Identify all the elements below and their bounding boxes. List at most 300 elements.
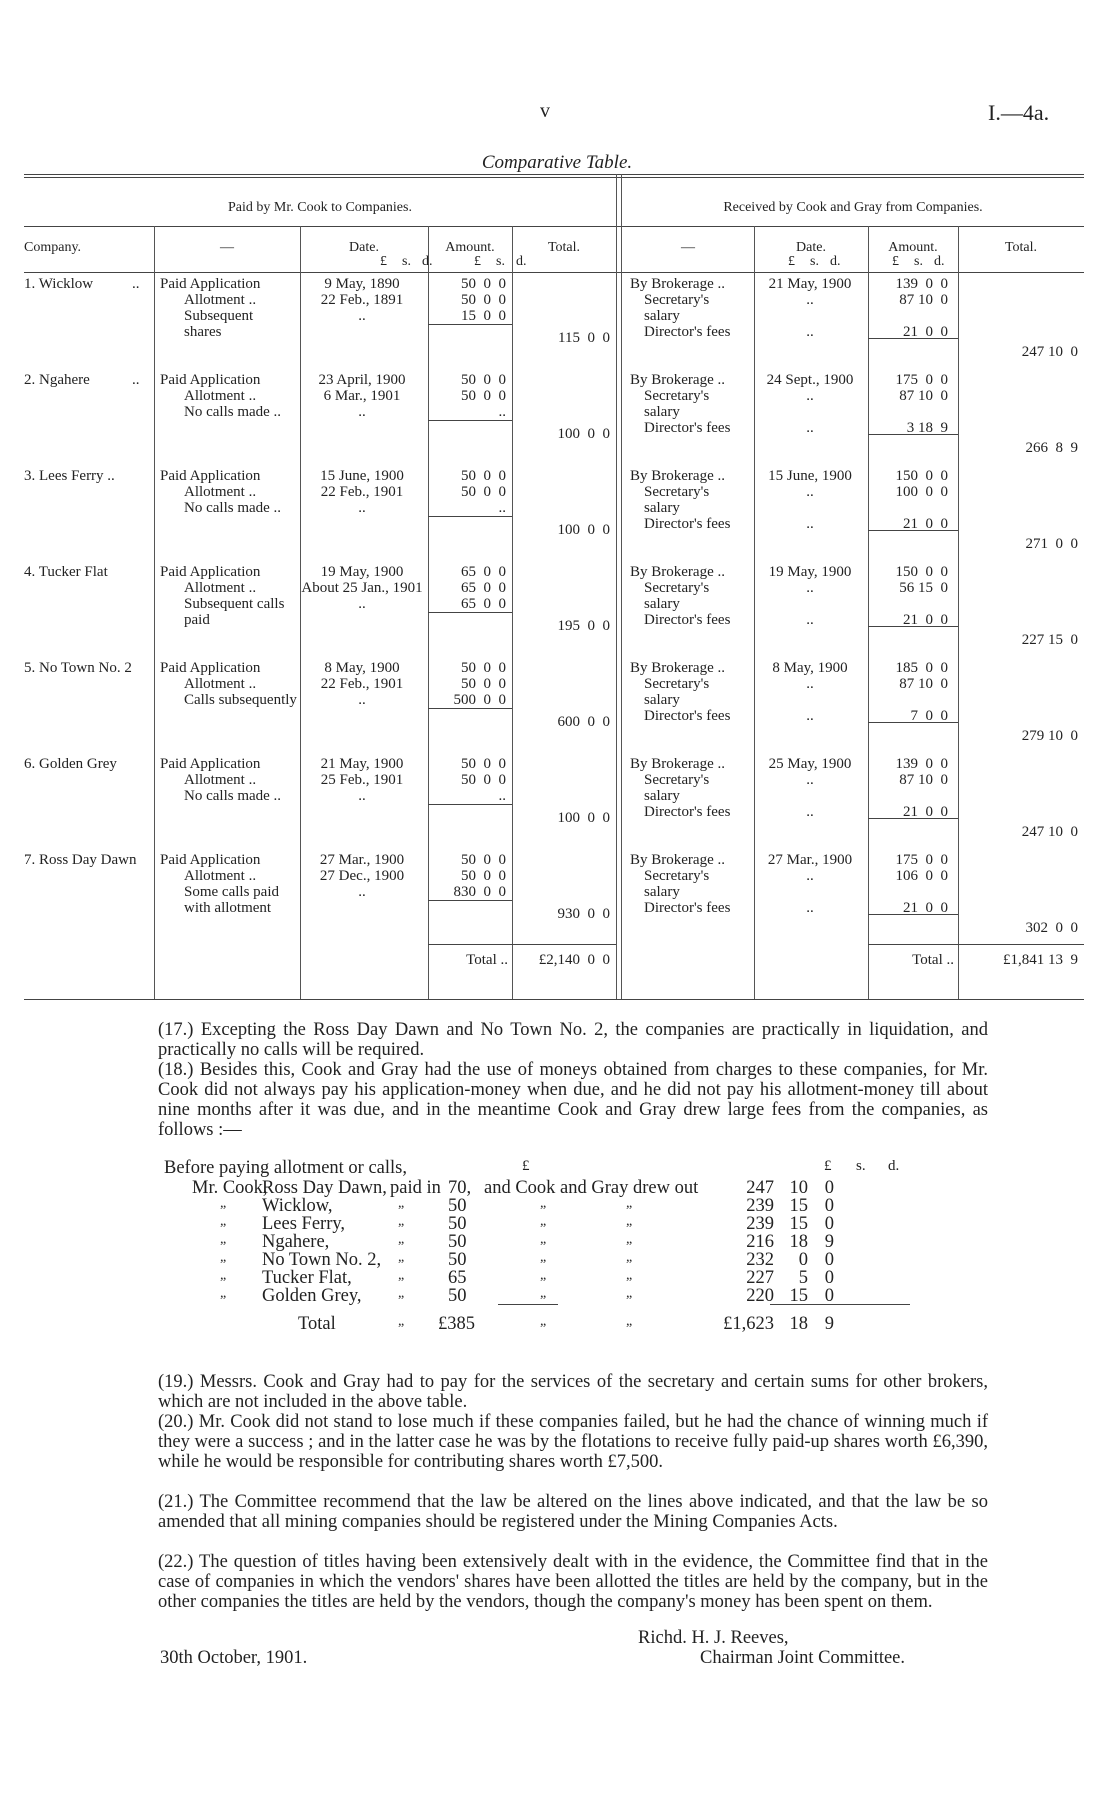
paid-desc: No calls made .. (184, 404, 282, 420)
paid-amount: 50 0 0 (461, 484, 506, 500)
received-desc: By Brokerage .. (630, 564, 725, 580)
lsd-pence-right-total: d. (934, 254, 945, 269)
paid-desc: Paid Application (160, 756, 261, 772)
paid-date: .. (358, 308, 366, 324)
received-total: 279 10 0 (1021, 728, 1078, 744)
comparative-table (24, 188, 1084, 1013)
summary-pounds: 247 (746, 1178, 774, 1198)
signature-title: Chairman Joint Committee. (700, 1648, 906, 1668)
paid-desc: Allotment .. (184, 580, 257, 596)
received-desc: Director's fees (644, 900, 731, 916)
summary-total-ditto-3: „ (626, 1314, 633, 1329)
summary-company: Wicklow, (262, 1196, 333, 1216)
col-header-date-right: Date. (796, 240, 826, 255)
paid-amount: 65 0 0 (461, 564, 506, 580)
paid-date: 22 Feb., 1901 (320, 484, 404, 500)
received-subtotal-rule (868, 530, 958, 531)
paragraph-17 (158, 1020, 988, 1060)
received-date: .. (806, 484, 814, 500)
summary-pence: 0 (824, 1286, 834, 1306)
received-desc: salary (644, 308, 680, 324)
summary-rule-paid (498, 1304, 558, 1305)
summary-head-shillings: s. (856, 1158, 866, 1174)
summary-shillings: 5 (798, 1268, 808, 1288)
received-desc: Secretary's (644, 676, 710, 692)
summary-total-row (158, 1314, 958, 1334)
col-header-amount-left: Amount. (445, 240, 495, 255)
lsd-pence-left-amount: d. (422, 254, 433, 269)
paid-amount: 50 0 0 (461, 292, 506, 308)
received-amount: 150 0 0 (895, 468, 948, 484)
summary-ditto-1: „ (540, 1232, 547, 1247)
received-desc: Secretary's (644, 388, 710, 404)
paid-date: .. (358, 404, 366, 420)
summary-pence: 9 (824, 1232, 834, 1252)
summary-paid-amount: 50 (448, 1214, 467, 1234)
company-name: 2. Ngahere (24, 372, 90, 388)
received-desc: By Brokerage .. (630, 468, 725, 484)
summary-total-ditto: „ (398, 1314, 405, 1329)
paid-date: 23 April, 1900 (318, 372, 406, 388)
table-top-rule-2 (24, 177, 1084, 178)
paid-date: 22 Feb., 1901 (320, 676, 404, 692)
paid-date: 21 May, 1900 (320, 756, 404, 772)
summary-total-label: Total (298, 1314, 336, 1334)
summary-paid-in: „ (398, 1250, 405, 1265)
summary-ditto-1: „ (540, 1286, 547, 1301)
paragraph-21: (21.) The Committee recommend that the law be altered on the lines above indicated, and that the law be so amended that all mining companies should be registered under the Mining Companies Acts. (158, 1492, 988, 1532)
received-total: 266 8 9 (1025, 440, 1078, 456)
subtotal-rule (428, 516, 512, 517)
paid-amount: .. (498, 788, 506, 804)
received-desc: Secretary's (644, 580, 710, 596)
received-date: .. (806, 324, 814, 340)
summary-shillings: 18 (789, 1232, 808, 1252)
lsd-pound-left-total: £ (474, 254, 481, 269)
summary-row (158, 1250, 958, 1270)
paid-amount: 50 0 0 (461, 276, 506, 292)
summary-paid-amount: 50 (448, 1196, 467, 1216)
summary-ditto-1: „ (540, 1196, 547, 1211)
summary-pounds: 227 (746, 1268, 774, 1288)
lsd-pound-left-amount: £ (380, 254, 387, 269)
col-divider-left-0 (154, 226, 155, 999)
paid-grand-total: £2,140 0 0 (538, 952, 610, 968)
received-desc: Secretary's (644, 292, 710, 308)
summary-ditto-2: „ (626, 1250, 633, 1265)
received-desc: Secretary's (644, 772, 710, 788)
received-amount: 7 0 0 (910, 708, 948, 724)
received-amount: 139 0 0 (895, 276, 948, 292)
paid-date: .. (358, 692, 366, 708)
received-date: 8 May, 1900 (772, 660, 848, 676)
paid-amount: .. (498, 500, 506, 516)
received-amount: 106 0 0 (895, 868, 948, 884)
received-amount: 21 0 0 (903, 516, 948, 532)
grand-total-rule-right (868, 944, 1084, 945)
summary-paid-amount: 70, (448, 1178, 472, 1198)
paragraph-18-text: (18.) Besides this, Cook and Gray had the use of moneys obtained from charges to these companies, for Mr. Cook did not always pay his application-money when due, and he did not pay his allotment-money till about nine months after it was due, and in the meantime Cook and Gray drew large fees from the companies, as follows :— (158, 1060, 988, 1140)
summary-prefix: „ (220, 1196, 227, 1211)
received-date: .. (806, 900, 814, 916)
summary-ditto-2: „ (626, 1214, 633, 1229)
paid-amount: .. (498, 404, 506, 420)
paid-date: 22 Feb., 1891 (320, 292, 404, 308)
paid-desc: Paid Application (160, 372, 261, 388)
received-desc: Director's fees (644, 612, 731, 628)
received-amount: 185 0 0 (895, 660, 948, 676)
summary-paid-amount: 50 (448, 1250, 467, 1270)
paid-amount: 50 0 0 (461, 660, 506, 676)
summary-head-pence: d. (888, 1158, 900, 1174)
table-caption: Comparative Table. (481, 152, 633, 173)
paid-date: 27 Dec., 1900 (319, 868, 405, 884)
summary-shillings: 15 (789, 1286, 808, 1306)
received-subtotal-rule (868, 914, 958, 915)
paid-total: 100 0 0 (557, 522, 610, 538)
received-desc: By Brokerage .. (630, 756, 725, 772)
received-desc: Director's fees (644, 708, 731, 724)
received-amount: 87 10 0 (899, 772, 948, 788)
received-date: .. (806, 580, 814, 596)
company-dots: .. (132, 372, 140, 388)
paid-desc: Allotment .. (184, 772, 257, 788)
received-amount: 100 0 0 (895, 484, 948, 500)
received-date: 27 Mar., 1900 (767, 852, 853, 868)
received-amount: 175 0 0 (895, 852, 948, 868)
summary-pounds: 239 (746, 1196, 774, 1216)
paid-amount: 50 0 0 (461, 756, 506, 772)
received-date: .. (806, 676, 814, 692)
summary-company: No Town No. 2, (262, 1250, 382, 1270)
col-header-blank-right: — (681, 240, 695, 255)
paid-desc: Paid Application (160, 468, 261, 484)
paragraph-22: (22.) The question of titles having been extensively dealt with in the evidence, the Committee find that in the case of companies in which the vendors' shares have been allotted the titles are held by the company, but in the other companies the titles are held by the vendors, though the company's money has been spent on them. (158, 1552, 988, 1612)
received-date: 21 May, 1900 (768, 276, 852, 292)
received-desc: Director's fees (644, 324, 731, 340)
paid-total: 100 0 0 (557, 426, 610, 442)
summary-pence: 0 (824, 1250, 834, 1270)
received-subtotal-rule (868, 338, 958, 339)
col-divider-right-2 (958, 226, 959, 999)
paid-desc: No calls made .. (184, 788, 282, 804)
subtotal-rule (428, 900, 512, 901)
paid-amount: 830 0 0 (453, 884, 506, 900)
grand-total-rule-left (428, 944, 616, 945)
received-total: 227 15 0 (1021, 632, 1078, 648)
paragraph-19: (19.) Messrs. Cook and Gray had to pay for the services of the secretary and certain sums for other brokers, which are not included in the above table. (158, 1372, 988, 1412)
paid-date: About 25 Jan., 1901 (301, 580, 423, 596)
received-desc: salary (644, 884, 680, 900)
paid-amount: 15 0 0 (461, 308, 506, 324)
company-name: 1. Wicklow (24, 276, 94, 292)
summary-paid-amount: 65 (448, 1268, 467, 1288)
received-date: 19 May, 1900 (768, 564, 852, 580)
col-header-blank-left: — (220, 240, 234, 255)
subtotal-rule (428, 420, 512, 421)
received-amount: 56 15 0 (899, 580, 948, 596)
paid-date: .. (358, 500, 366, 516)
summary-pence: 0 (824, 1214, 834, 1234)
summary-total-paid: £385 (438, 1314, 475, 1334)
paid-date: 25 Feb., 1901 (320, 772, 404, 788)
paid-desc: Allotment .. (184, 484, 257, 500)
paid-amount: 50 0 0 (461, 388, 506, 404)
received-date: .. (806, 516, 814, 532)
company-name: 5. No Town No. 2 (24, 660, 132, 676)
summary-total-pence: 9 (824, 1314, 834, 1334)
paid-total: 930 0 0 (557, 906, 610, 922)
received-amount: 139 0 0 (895, 756, 948, 772)
company-name: 4. Tucker Flat (24, 564, 108, 580)
col-header-date-left: Date. (349, 240, 379, 255)
col-header-amount-right: Amount. (888, 240, 938, 255)
summary-paid-in: „ (398, 1214, 405, 1229)
summary-ditto-2: „ (626, 1268, 633, 1283)
received-desc: By Brokerage .. (630, 372, 725, 388)
summary-ditto-2: „ (626, 1286, 633, 1301)
paid-date: 6 Mar., 1901 (323, 388, 401, 404)
paid-desc: Paid Application (160, 660, 261, 676)
lsd-pence-right-amount: d. (830, 254, 841, 269)
paid-amount: 50 0 0 (461, 772, 506, 788)
col-header-total-left: Total. (547, 240, 581, 255)
received-amount: 150 0 0 (895, 564, 948, 580)
colhead-rule (24, 272, 1084, 273)
paid-total: 195 0 0 (557, 618, 610, 634)
summary-ditto-2: „ (626, 1232, 633, 1247)
summary-intro: Before paying allotment or calls, (164, 1158, 407, 1178)
summary-paid-amount: 50 (448, 1286, 467, 1306)
company-name: 7. Ross Day Dawn (24, 852, 137, 868)
subtotal-rule (428, 804, 512, 805)
received-subtotal-rule (868, 626, 958, 627)
table-top-rule (24, 174, 1084, 175)
summary-heading-row (158, 1158, 958, 1178)
company-name: 3. Lees Ferry .. (24, 468, 115, 484)
received-desc: salary (644, 596, 680, 612)
summary-paid-in: „ (398, 1268, 405, 1283)
header-rule (24, 226, 1084, 227)
received-total: 302 0 0 (1025, 920, 1078, 936)
received-desc: salary (644, 788, 680, 804)
received-date: .. (806, 420, 814, 436)
paid-amount: 50 0 0 (461, 676, 506, 692)
summary-prefix: „ (220, 1232, 227, 1247)
received-total: 247 10 0 (1021, 824, 1078, 840)
paid-desc: Subsequent (184, 308, 254, 324)
center-divider-2 (621, 174, 622, 999)
summary-ditto-2: „ (626, 1196, 633, 1211)
summary-prefix: „ (220, 1268, 227, 1283)
paid-amount: 500 0 0 (453, 692, 506, 708)
summary-total-shillings: 18 (789, 1314, 808, 1334)
summary-paid-in: „ (398, 1286, 405, 1301)
received-date: 24 Sept., 1900 (766, 372, 854, 388)
summary-company: Lees Ferry, (262, 1214, 346, 1234)
summary-row (158, 1232, 958, 1252)
paid-date: .. (358, 596, 366, 612)
paid-desc: Paid Application (160, 564, 261, 580)
paid-date: .. (358, 788, 366, 804)
summary-ditto-1: „ (540, 1214, 547, 1229)
received-desc: Director's fees (644, 516, 731, 532)
summary-pence: 0 (824, 1178, 834, 1198)
summary-shillings: 10 (789, 1178, 808, 1198)
received-amount: 21 0 0 (903, 612, 948, 628)
received-total: 247 10 0 (1021, 344, 1078, 360)
received-date: .. (806, 772, 814, 788)
group-header-received: Received by Cook and Gray from Companies. (723, 200, 983, 215)
paid-desc: No calls made .. (184, 500, 282, 516)
paid-desc: Allotment .. (184, 292, 257, 308)
summary-paid-amount: 50 (448, 1232, 467, 1252)
paid-date: 27 Mar., 1900 (319, 852, 405, 868)
received-desc: salary (644, 500, 680, 516)
paid-amount: 65 0 0 (461, 596, 506, 612)
paid-total: 100 0 0 (557, 810, 610, 826)
paid-date: 15 June, 1900 (320, 468, 404, 484)
received-date: .. (806, 708, 814, 724)
paid-date: .. (358, 884, 366, 900)
received-total: 271 0 0 (1025, 536, 1078, 552)
paid-total: 115 0 0 (558, 330, 610, 346)
summary-pence: 0 (824, 1268, 834, 1288)
paid-desc: Allotment .. (184, 388, 257, 404)
received-amount: 21 0 0 (903, 900, 948, 916)
summary-company: Golden Grey, (262, 1286, 362, 1306)
received-amount: 87 10 0 (899, 388, 948, 404)
summary-company: Ngahere, (262, 1232, 330, 1252)
page-reference: I.—4a. (988, 100, 1050, 125)
summary-head-pounds: £ (824, 1158, 832, 1174)
summary-company: Tucker Flat, (262, 1268, 352, 1288)
paid-amount: 65 0 0 (461, 580, 506, 596)
received-desc: salary (644, 692, 680, 708)
summary-row (158, 1268, 958, 1288)
paid-desc: Allotment .. (184, 676, 257, 692)
received-date: .. (806, 804, 814, 820)
summary-ditto-1: „ (540, 1250, 547, 1265)
paid-date: 19 May, 1900 (320, 564, 404, 580)
received-desc: Secretary's (644, 484, 710, 500)
summary-total-ditto-2: „ (540, 1314, 547, 1329)
summary-prefix: „ (220, 1286, 227, 1301)
signature-date: 30th October, 1901. (160, 1648, 308, 1668)
summary-pounds: 220 (746, 1286, 774, 1306)
paid-date: 8 May, 1900 (324, 660, 400, 676)
received-amount: 3 18 9 (906, 420, 948, 436)
received-desc: Director's fees (644, 804, 731, 820)
received-amount: 21 0 0 (903, 804, 948, 820)
summary-pounds: 239 (746, 1214, 774, 1234)
summary-ditto-1: „ (540, 1268, 547, 1283)
company-dots: .. (132, 276, 140, 292)
summary-rule-drawn (770, 1304, 910, 1305)
received-desc: By Brokerage .. (630, 660, 725, 676)
summary-row (158, 1214, 958, 1234)
paid-desc: shares (184, 324, 222, 340)
summary-row (158, 1286, 958, 1306)
page-number: v (540, 100, 550, 122)
received-desc: By Brokerage .. (630, 276, 725, 292)
center-divider (616, 174, 617, 999)
received-desc: salary (644, 404, 680, 420)
summary-paid-in: „ (398, 1196, 405, 1211)
paid-amount: 50 0 0 (461, 868, 506, 884)
summary-paid-in: „ (398, 1232, 405, 1247)
received-subtotal-rule (868, 434, 958, 435)
paid-desc: Subsequent calls (184, 596, 285, 612)
table-bottom-rule (24, 999, 1084, 1000)
lsd-shilling-left-amount: s. (402, 254, 411, 269)
paid-date: 9 May, 1890 (324, 276, 400, 292)
received-date: 15 June, 1900 (768, 468, 852, 484)
summary-company: Ross Day Dawn, (262, 1178, 387, 1198)
received-grand-total-label: Total .. (912, 952, 954, 968)
lsd-pound-right-amount: £ (788, 254, 795, 269)
summary-prefix: „ (220, 1214, 227, 1229)
paid-total: 600 0 0 (557, 714, 610, 730)
summary-row (158, 1178, 958, 1198)
summary-pounds: 216 (746, 1232, 774, 1252)
paid-desc: Calls subsequently (184, 692, 297, 708)
received-date: .. (806, 868, 814, 884)
col-header-total-right: Total. (1004, 240, 1038, 255)
paid-amount: 50 0 0 (461, 468, 506, 484)
received-desc: By Brokerage .. (630, 852, 725, 868)
lsd-shilling-right-amount: s. (810, 254, 819, 269)
paid-desc: Allotment .. (184, 868, 257, 884)
received-desc: Director's fees (644, 420, 731, 436)
lsd-pound-right-total: £ (892, 254, 899, 269)
received-date: 25 May, 1900 (768, 756, 852, 772)
received-subtotal-rule (868, 722, 958, 723)
summary-drew-out: and Cook and Gray drew out (484, 1178, 699, 1198)
received-amount: 87 10 0 (899, 292, 948, 308)
paid-amount: 50 0 0 (461, 372, 506, 388)
summary-head-pounds-paid: £ (522, 1158, 530, 1174)
subtotal-rule (428, 612, 512, 613)
summary-row (158, 1196, 958, 1216)
received-amount: 87 10 0 (899, 676, 948, 692)
paid-amount: 50 0 0 (461, 852, 506, 868)
received-date: .. (806, 612, 814, 628)
summary-paid-in: paid in (390, 1178, 441, 1198)
received-amount: 175 0 0 (895, 372, 948, 388)
received-desc: Secretary's (644, 868, 710, 884)
summary-prefix: „ (220, 1250, 227, 1265)
lsd-pence-left-total: d. (516, 254, 527, 269)
lsd-shilling-left-total: s. (496, 254, 505, 269)
company-name: 6. Golden Grey (24, 756, 117, 772)
paid-desc: Paid Application (160, 852, 261, 868)
summary-prefix: Mr. Cook, (192, 1178, 268, 1198)
subtotal-rule (428, 324, 512, 325)
summary-total-pounds: £1,623 (723, 1314, 774, 1334)
paragraph-18 (158, 1060, 988, 1140)
received-amount: 21 0 0 (903, 324, 948, 340)
received-subtotal-rule (868, 818, 958, 819)
lsd-shilling-right-total: s. (914, 254, 923, 269)
paragraph-20: (20.) Mr. Cook did not stand to lose much if these companies failed, but he had the chance of winning much if they were a success ; and in the latter case he was by the flotations to receive fully paid-up shares worth £6,390, while he would be responsible for contributing shares worth £7,500. (158, 1412, 988, 1472)
summary-shillings: 15 (789, 1214, 808, 1234)
paragraph-17-text: (17.) Excepting the Ross Day Dawn and No Town No. 2, the companies are practically in liquidation, and practically no calls will be required. (158, 1020, 988, 1060)
received-date: .. (806, 292, 814, 308)
received-date: .. (806, 388, 814, 404)
summary-pence: 0 (824, 1196, 834, 1216)
summary-shillings: 0 (798, 1250, 808, 1270)
